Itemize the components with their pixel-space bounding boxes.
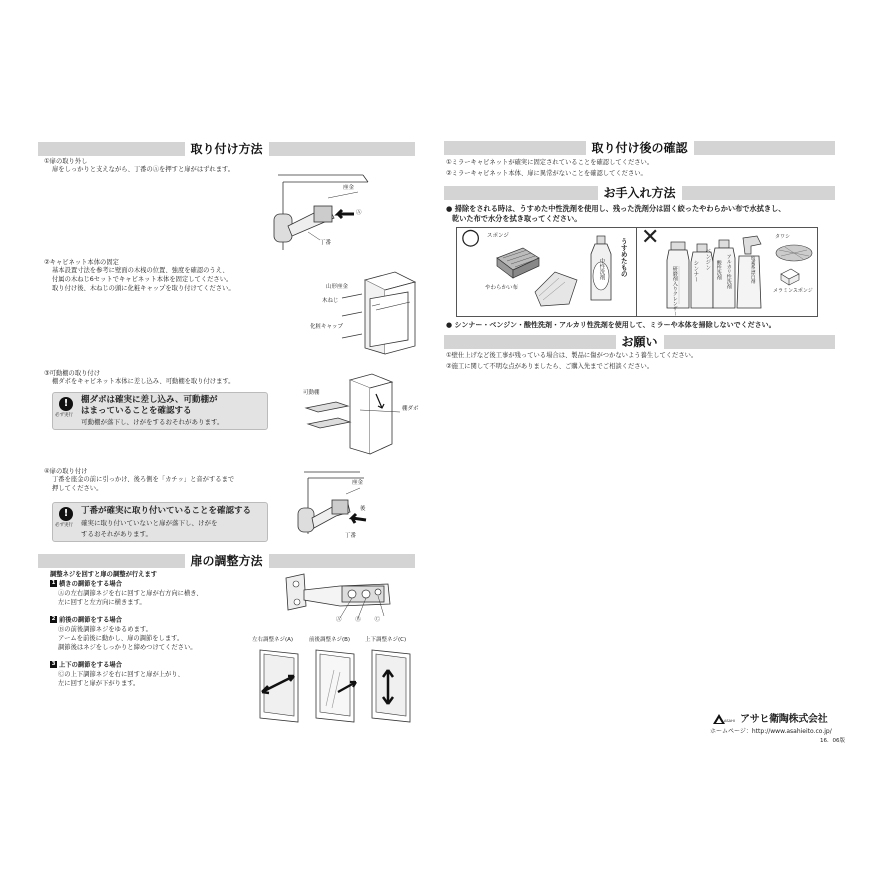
request-title: お願い: [615, 334, 663, 350]
ok-sponge-label: スポンジ: [487, 233, 509, 239]
step2-yamagata-label: 山形座金: [326, 284, 349, 290]
ng-chlorine-label: 塩素系漂白剤: [750, 256, 756, 284]
adjust-item-2-head: 2 前後の調節をする場合: [51, 616, 122, 624]
ok-diluted-label: うすめたもの: [619, 238, 628, 277]
adjust-item-3-line2: 左に回すと扉が下がります。: [58, 680, 140, 687]
adjust-item-3-head: 3 上下の調節をする場合: [51, 661, 122, 669]
step4-warning-bold: 丁番が確実に取り付いていることを確認する: [81, 506, 252, 516]
care-warning: ● シンナー・ベンジン・酸性洗剤・アルカリ性洗剤を使用して、ミラーや本体を掃除しないでください。: [446, 321, 776, 329]
melamine-sponge-icon: [779, 266, 801, 286]
ng-alkali-label: アルカリ性洗剤: [725, 254, 732, 289]
ok-circle-icon: ○: [461, 225, 481, 250]
company-homepage: ホームページ：http://www.asahieito.co.jp/: [710, 728, 832, 735]
step4-hinge-illustration: [290, 468, 370, 538]
step3-warning-body: 可動棚が落下し、けがをするおそれがあります。: [81, 418, 224, 426]
adjust-item-1-head: 1 横きの調節をする場合: [51, 580, 122, 588]
step4-chouban-label: 丁番: [345, 533, 357, 539]
exclamation-icon: !: [59, 507, 73, 521]
door-adjust-up-down-illustration: [368, 646, 418, 726]
adjust-item-1-line2: 左に回すと左方向に横きます。: [58, 599, 146, 606]
care-title: お手入れ方法: [597, 185, 681, 201]
step3-body: 棚ダボをキャビネット本体に差し込み、可動棚を取り付けます。: [52, 378, 235, 385]
step1-a-label: Ⓐ: [356, 210, 362, 216]
adjust-item-2-line3: 調節後はネジをしっかりと締めつけてください。: [58, 644, 197, 651]
adjust-item-2-line2: アームを前後に動かし、扉の調節をします。: [58, 635, 184, 642]
exclamation-icon: !: [59, 397, 73, 411]
tawashi-icon: [773, 242, 815, 264]
ng-cleanser-label: 研磨剤入りクレンザー: [671, 266, 678, 316]
ng-acid-label: 酸性洗剤: [715, 260, 722, 280]
ng-thinner-label: シンナー: [692, 260, 699, 282]
company-name: アサヒ衛陶株式会社: [740, 714, 828, 725]
request-line-2: ②施工に関して不明な点がありましたら、ご購入先までご相談ください。: [446, 363, 654, 370]
ok-cloth-label: やわらかい布: [485, 285, 519, 291]
ng-benzine-label: ベンジン: [704, 248, 711, 270]
step1-zakin-label: 座金: [343, 185, 355, 191]
care-illustration-panel: [456, 227, 818, 317]
request-title-band: [444, 335, 835, 349]
check-title-band: [444, 141, 835, 155]
check-title: 取り付け後の確認: [585, 140, 693, 156]
warning-mandatory-label: 必ず実行: [55, 523, 73, 528]
step2-line2: 付属の木ねじ6セットでキャビネット本体を固定してください。: [52, 276, 233, 283]
caption-left-right: 左右調整ネジ(A): [252, 637, 294, 643]
step3-warning-box: [52, 392, 268, 430]
door-adjust-front-back-illustration: [312, 646, 362, 726]
step2-line3: 取り付け後、木ねじの頭に化粧キャップを取り付けてください。: [52, 285, 235, 292]
step3-kadoudana-label: 可動棚: [303, 390, 320, 396]
ng-melamine-label: メラミンスポンジ: [773, 288, 813, 294]
step4-back-label: 後: [360, 506, 366, 512]
care-line-1: ● 掃除をされる時は、うすめた中性洗剤を使用し、残った洗剤分は固く絞ったやわらかい布で水拭きし、: [446, 204, 786, 213]
company-logo-sub: ASAHI: [724, 719, 735, 723]
step4-warning-box: [52, 502, 268, 542]
check-line-1: ①ミラーキャビネットが確実に固定されていることを確認してください。: [446, 159, 654, 166]
check-line-2: ②ミラーキャビネット本体、扉に異常がないことを確認してください。: [446, 170, 647, 177]
ng-tawashi-label: タワシ: [775, 234, 791, 240]
step4-line2: 押してください。: [52, 485, 103, 492]
ng-cross-icon: ✕: [641, 225, 660, 250]
step4-line1: 丁番を座金の前に引っかけ、後ろ側を「カチッ」と音がするまで: [52, 476, 235, 483]
step1-body: 扉をしっかりと支えながら、丁番のⒶを押すと扉がはずれます。: [52, 166, 235, 173]
step4-zakin-label: 座金: [352, 480, 364, 486]
adjust-title-band: [38, 554, 415, 568]
cloth-icon: [529, 266, 581, 308]
step2-kineji-label: 木ねじ: [322, 298, 339, 304]
step4-title: ④扉の取り付け: [44, 468, 88, 475]
care-line-2: 乾いた布で水分を拭き取ってください。: [452, 214, 582, 223]
install-title-band: [38, 142, 415, 156]
ok-detergent-label: 中性洗剤: [598, 258, 605, 280]
install-title: 取り付け方法: [184, 141, 268, 157]
step3-tanadabo-label: 棚ダボ: [402, 406, 419, 412]
adjust-item-3-line1: Ⓒの上下調節ネジを右に回すと扉が上がり、: [58, 671, 184, 678]
caption-front-back: 前後調整ネジ(B): [309, 637, 351, 643]
edition: 16．06版: [820, 738, 845, 744]
step3-title: ③可動棚の取り付け: [44, 370, 101, 377]
step1-title: ①扉の取り外し: [44, 158, 88, 165]
step2-cabinet-illustration: [340, 268, 420, 358]
step1-chouban-label: 丁番: [320, 240, 332, 246]
step2-title: ②キャビネット本体の固定: [44, 259, 119, 266]
step3-warning-bold-1: 棚ダボは確実に差し込み、可動棚が: [81, 395, 218, 405]
warning-mandatory-label: 必ず実行: [55, 413, 73, 418]
adjust-intro: 調整ネジを回すと扉の調整が行えます: [50, 571, 158, 578]
screw-markers: Ⓐ Ⓑ Ⓒ: [336, 617, 386, 623]
door-adjust-left-right-illustration: [256, 646, 306, 726]
request-line-1: ①壁仕上げなど後工事が残っている場合は、製品に傷がつかないよう養生してください。: [446, 352, 698, 359]
adjust-item-2-line1: Ⓑの前後調節ネジをゆるめます。: [58, 626, 152, 633]
adjust-title: 扉の調整方法: [184, 553, 268, 569]
step3-shelf-illustration: [300, 372, 410, 452]
step4-warning-body-2: するおそれがあります。: [81, 530, 152, 538]
step4-warning-body-1: 確実に取り付いていないと扉が落下し、けがを: [81, 519, 218, 527]
caption-up-down: 上下調整ネジ(C): [365, 637, 407, 643]
adjust-item-1-line1: Ⓐの左右調節ネジを右に回すと扉が右方向に横き、: [58, 590, 203, 597]
care-title-band: [444, 186, 835, 200]
step2-line1: 基本設置寸法を参考に壁面の木桟の位置、強度を確認のうえ、: [52, 267, 229, 274]
step2-cap-label: 化粧キャップ: [310, 324, 344, 330]
care-divider: [636, 228, 637, 316]
step3-warning-bold-2: はまっていることを確認する: [81, 406, 192, 416]
